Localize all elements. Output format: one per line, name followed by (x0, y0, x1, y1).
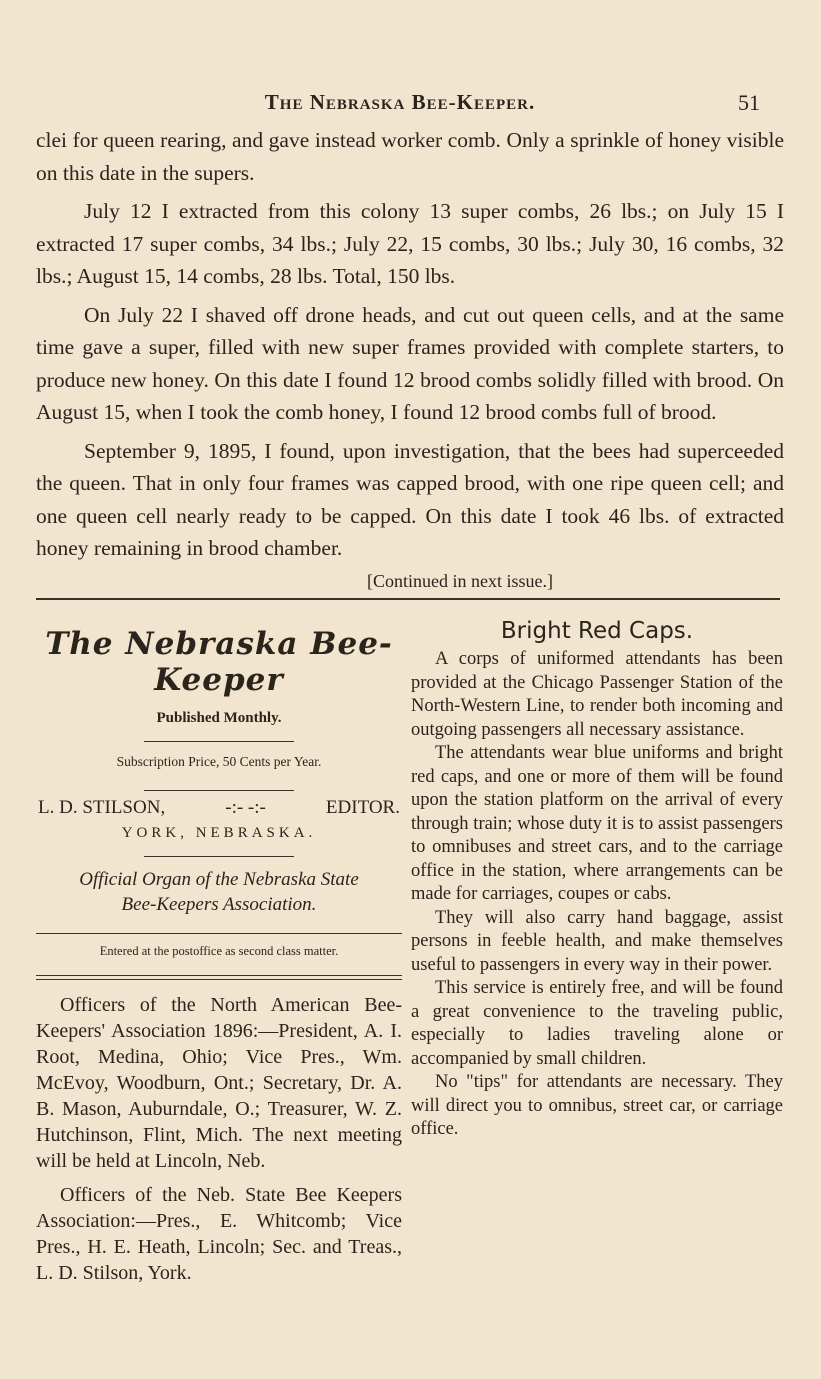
short-divider (36, 933, 402, 934)
official-organ-line: Bee-Keepers Association. (121, 894, 317, 915)
editor-role: EDITOR. (325, 797, 400, 818)
notice-column (411, 618, 783, 1142)
editor-separator: -:- -:- (225, 797, 266, 818)
notice-paragraph: No "tips" for attendants are necessary. They will direct you to omnibus, street car, or carriage office. (411, 1072, 783, 1139)
notice-paragraph: This service is entirely free, and will be found a great convenience to the traveling public, especially to ladies traveling alone or accompanied by small children. (411, 978, 783, 1069)
notice-paragraph: The attendants wear blue uniforms and bright red caps, and one or more of them will be found upon the station platform on the arrival of every through train; whose duty it is to assist passengers to omnibuses and street cars, and to the carriage office in the station, where arrangements can be made for carriages, coupes or cabs. (411, 743, 783, 904)
article-continuation (36, 124, 784, 592)
masthead-title: The Nebraska Bee-Keeper (45, 626, 393, 698)
article-paragraph: clei for queen rearing, and gave instead worker comb. Only a sprinkle of honey visible on this date in the supers. (36, 128, 784, 185)
postal-notice: Entered at the postoffice as second class matter. (99, 944, 339, 958)
article-paragraph: On July 22 I shaved off drone heads, and cut out queen cells, and at the same time gave a super, filled with new super frames provided with complete starters, to produce new honey. On this date I found 12 brood combs solidly filled with brood. On August 15, when I took the comb honey, I found 12 brood combs full of brood. (36, 302, 784, 424)
running-head (36, 90, 764, 120)
running-title: The Nebraska Bee-Keeper. (264, 90, 536, 114)
article-paragraph: September 9, 1895, I found, upon investigation, that the bees had superceeded the queen. That in only four frames was capped brood, with one ripe queen cell; and one queen cell nearly ready to be capped. On this date I took 46 lbs. of extracted honey remaining in brood chamber. (36, 438, 784, 560)
editor-line (36, 797, 402, 819)
article-paragraph: July 12 I extracted from this colony 13 super combs, 26 lbs.; on July 15 I extracted 17 super combs, 34 lbs.; July 22, 15 combs, 30 lbs.; July 30, 16 combs, 32 lbs.; August 15, 14 combs, 28 lbs. Total, 150 lbs. (36, 199, 784, 288)
section-divider (36, 598, 780, 600)
official-organ-line: Official Organ of the Nebraska State (79, 869, 359, 890)
short-divider (144, 741, 294, 742)
page-number: 51 (738, 90, 760, 115)
subscription-price: Subscription Price, 50 Cents per Year. (116, 754, 322, 769)
officers-paragraph: Officers of the Neb. State Bee Keepers Association:—Pres., E. Whitcomb; Vice Pres., H. E. Heath, Lincoln; Sec. and Treas., L. D. Stilson, York. (36, 1184, 402, 1284)
publication-frequency: Published Monthly. (156, 710, 282, 726)
notice-paragraph: A corps of uniformed attendants has been provided at the Chicago Passenger Station of the North-Western Line, to render both incoming and outgoing passengers all necessary assistance. (411, 649, 783, 740)
notice-paragraph: They will also carry hand baggage, assist persons in feeble health, and make themselves useful to passengers in every way in their power. (411, 907, 783, 975)
publication-city: YORK, NEBRASKA. (121, 825, 317, 841)
notice-heading: Bright Red Caps. (500, 618, 694, 644)
short-divider (144, 790, 294, 791)
continued-note: [Continued in next issue.] (367, 570, 553, 591)
editor-name: L. D. STILSON, (38, 797, 166, 818)
officers-paragraph: Officers of the North American Bee-Keepers' Association 1896:—President, A. I. Root, Medina, Ohio; Vice Pres., Wm. McEvoy, Woodburn, Ont.; Secretary, Dr. A. B. Mason, Auburndale, O.; Treasurer, W. Z. Hutchinson, Flint, Mich. The next meeting will be held at Lincoln, Neb. (36, 994, 402, 1172)
short-divider (144, 856, 294, 857)
double-divider (36, 975, 402, 980)
masthead-column (36, 618, 402, 1286)
